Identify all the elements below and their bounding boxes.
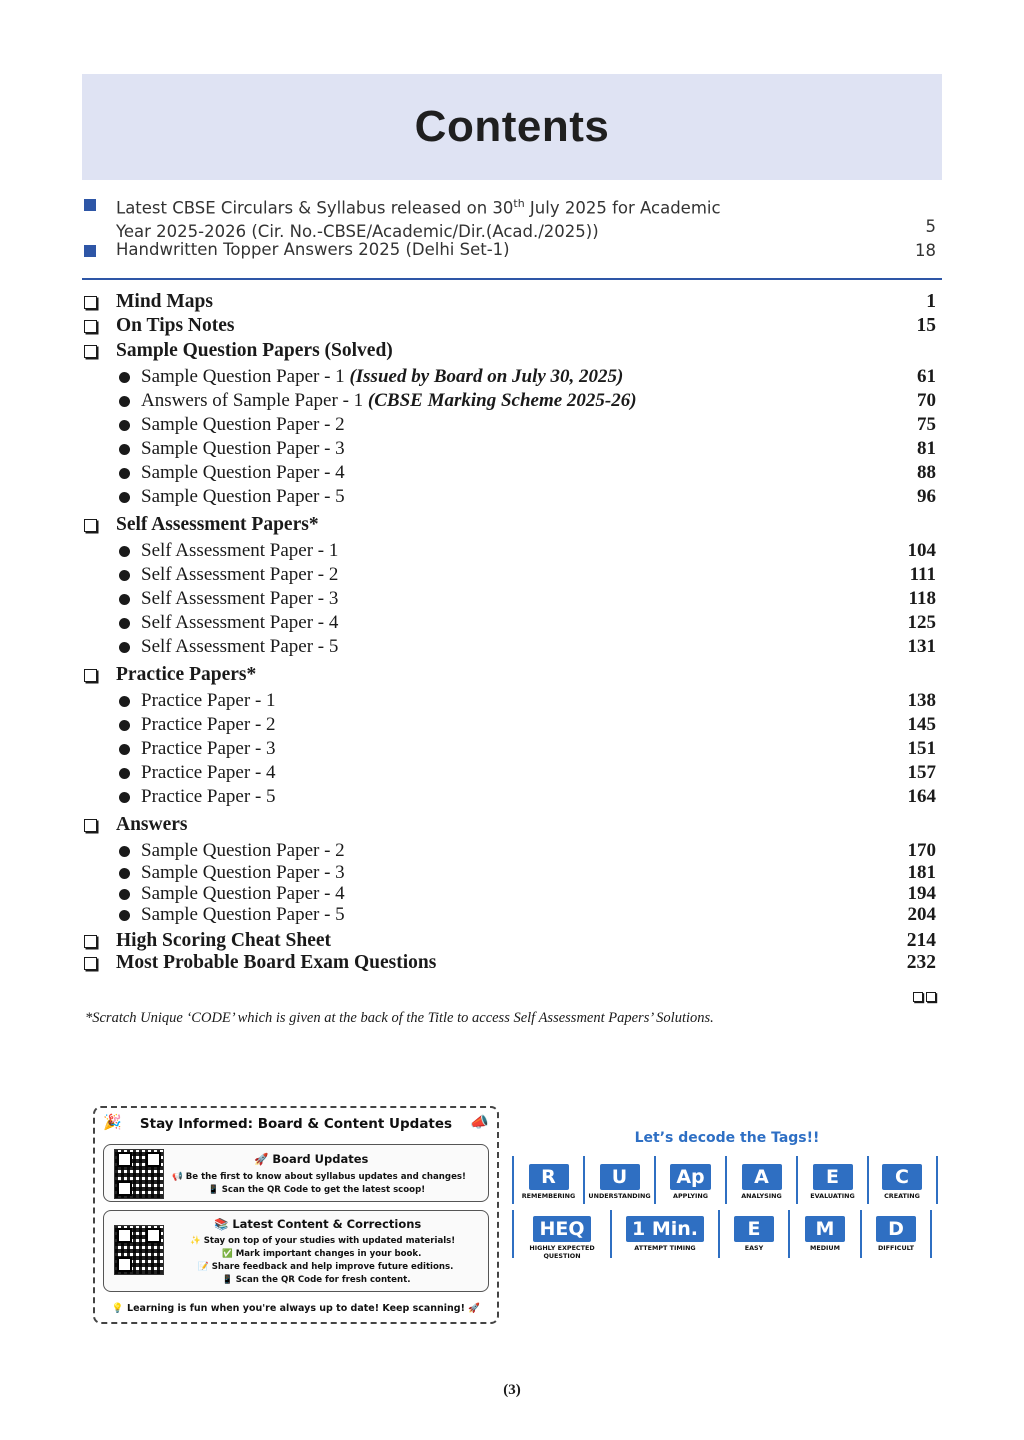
- toc-section-probable[interactable]: Most Probable Board Exam Questions 232: [82, 952, 942, 978]
- toc-item[interactable]: Sample Question Paper - 3 181: [82, 862, 942, 886]
- toc-item[interactable]: Sample Question Paper - 1 (Issued by Board on July 30, 2025) 61: [82, 366, 942, 390]
- tag-evaluating: E EVALUATING: [810, 1166, 855, 1200]
- tag-timing: 1 Min. ATTEMPT TIMING: [612, 1216, 718, 1252]
- end-marks-icon: [913, 992, 936, 1002]
- contents-banner: [82, 74, 942, 180]
- tag-heq: HEQ HIGHLY EXPECTED QUESTION: [529, 1218, 595, 1260]
- page-number: 5: [925, 217, 936, 236]
- toc-item[interactable]: Self Assessment Paper - 1 104: [82, 540, 942, 564]
- toc-item[interactable]: Sample Question Paper - 2 170: [82, 840, 942, 864]
- bullet-icon: [119, 546, 130, 557]
- bullet-icon: [119, 444, 130, 455]
- tag-difficult: D DIFFICULT: [877, 1218, 915, 1252]
- page-number: 18: [915, 241, 936, 260]
- qr-code-icon[interactable]: [114, 1149, 164, 1199]
- bullet-icon: [119, 420, 130, 431]
- toc-section-mind-maps[interactable]: Mind Maps 1: [82, 291, 942, 317]
- toc-item[interactable]: Practice Paper - 4 157: [82, 762, 942, 786]
- tag-analysing: A ANALYSING: [741, 1166, 782, 1200]
- top-item[interactable]: Handwritten Topper Answers 2025 (Delhi Set-1) 18: [82, 238, 942, 262]
- tag-remembering: R REMEMBERING: [521, 1166, 576, 1200]
- toc-section-answers[interactable]: Answers: [82, 814, 942, 840]
- board-updates-box: 🚀 Board Updates 📢 Be the first to know about syllabus updates and changes! 📱 Scan the QR Code to get the latest scoop!: [103, 1144, 489, 1202]
- lightbulb-icon: 💡: [111, 1303, 128, 1314]
- tag-applying: Ap APPLYING: [656, 1164, 725, 1200]
- bullet-icon: [119, 846, 130, 857]
- toc-item[interactable]: Practice Paper - 3 151: [82, 738, 942, 762]
- toc-item[interactable]: Sample Question Paper - 2 75: [82, 414, 942, 438]
- square-bullet-icon: [84, 199, 96, 211]
- toc-section-cheat-sheet[interactable]: High Scoring Cheat Sheet 214: [82, 930, 942, 956]
- bullet-icon: [119, 396, 130, 407]
- tags-title: Let’s decode the Tags!!: [634, 1130, 820, 1146]
- toc-item[interactable]: Sample Question Paper - 5 204: [82, 904, 942, 928]
- toc-item[interactable]: Self Assessment Paper - 5 131: [82, 636, 942, 660]
- megaphone-icon: 📣: [470, 1113, 489, 1131]
- checkbox-icon: [84, 296, 97, 309]
- checkbox-icon: [84, 669, 97, 682]
- content-corrections-box: 📚 Latest Content & Corrections ✨ Stay on top of your studies with updated materials! ✅ Mark important changes in your book. 📝 Share feedback and help improve future editions. 📱 Scan the QR Code for fresh content.: [103, 1210, 489, 1292]
- party-popper-icon: 🎉: [103, 1113, 122, 1131]
- tag-understanding: U UNDERSTANDING: [588, 1166, 651, 1200]
- bullet-icon: [119, 594, 130, 605]
- top-list: [82, 192, 942, 262]
- bullet-icon: [119, 768, 130, 779]
- megaphone-small-icon: 📢: [172, 1172, 186, 1182]
- toc-item[interactable]: Self Assessment Paper - 3 118: [82, 588, 942, 612]
- bullet-icon: [119, 492, 130, 503]
- toc-section-sap[interactable]: Self Assessment Papers*: [82, 514, 942, 540]
- toc-item[interactable]: Sample Question Paper - 4 88: [82, 462, 942, 486]
- bullet-icon: [119, 372, 130, 383]
- bullet-icon: [119, 696, 130, 707]
- toc-item[interactable]: Sample Question Paper - 4 194: [82, 883, 942, 907]
- bullet-icon: [119, 910, 130, 921]
- toc-item[interactable]: Answers of Sample Paper - 1 (CBSE Marking Scheme 2025-26) 70: [82, 390, 942, 414]
- divider: [82, 278, 942, 280]
- toc-section-pp[interactable]: Practice Papers*: [82, 664, 942, 690]
- checkbox-icon: [84, 320, 97, 333]
- tag-easy: E EASY: [720, 1216, 788, 1252]
- footnote: *Scratch Unique ‘CODE’ which is given at the back of the Title to access Self Assessment Papers’ Solutions.: [85, 1010, 714, 1026]
- phone-icon: 📱: [222, 1275, 236, 1285]
- toc-item[interactable]: Self Assessment Paper - 4 125: [82, 612, 942, 636]
- checkbox-icon: [84, 345, 97, 358]
- rocket-icon: 🚀: [254, 1152, 273, 1166]
- toc-item[interactable]: Sample Question Paper - 3 81: [82, 438, 942, 462]
- tag-medium: M MEDIUM: [790, 1216, 860, 1252]
- memo-icon: 📝: [198, 1262, 212, 1272]
- updates-card: 🎉 Stay Informed: Board & Content Updates 📣 🚀 Board Updates 📢 Be the first to know about syllabus updates and changes! 📱 Scan the QR Code to get the latest scoop! 📚 Latest Content & Corrections ✨ Stay on top of your studies with updated materials! ✅ Mark important changes in your book. 📝 Share feedback and help improve future editions. 📱 Scan the QR Code for fresh content. 💡 Learning is fun when you're always up to date! Keep scanning! 🚀: [93, 1106, 499, 1324]
- bullet-icon: [119, 642, 130, 653]
- toc-item[interactable]: Practice Paper - 2 145: [82, 714, 942, 738]
- checkbox-icon: [84, 819, 97, 832]
- page-number-footer: (3): [503, 1382, 521, 1398]
- bullet-icon: [119, 618, 130, 629]
- updates-card-title: Stay Informed: Board & Content Updates: [139, 1116, 453, 1132]
- toc-item[interactable]: Self Assessment Paper - 2 111: [82, 564, 942, 588]
- square-bullet-icon: [84, 245, 96, 257]
- bullet-icon: [119, 570, 130, 581]
- check-icon: ✅: [222, 1249, 236, 1259]
- bullet-icon: [119, 792, 130, 803]
- checkbox-icon: [84, 957, 97, 970]
- books-icon: 📚: [214, 1217, 233, 1231]
- phone-icon: 📱: [208, 1185, 222, 1195]
- toc-section-sqp[interactable]: Sample Question Papers (Solved): [82, 340, 942, 366]
- checkbox-icon: [84, 935, 97, 948]
- bullet-icon: [119, 468, 130, 479]
- bullet-icon: [119, 744, 130, 755]
- checkbox-icon: [84, 519, 97, 532]
- top-item[interactable]: Latest CBSE Circulars & Syllabus released on 30th July 2025 for Academic Year 2025-2026 (Cir. No.-CBSE/Academic/Dir.(Acad./2025)) 5: [82, 192, 942, 238]
- page-title: Contents: [414, 102, 610, 151]
- qr-code-icon[interactable]: [114, 1225, 164, 1275]
- toc-section-tips[interactable]: On Tips Notes 15: [82, 315, 942, 341]
- sparkle-icon: ✨: [190, 1236, 204, 1246]
- tag-creating: C CREATING: [868, 1164, 936, 1200]
- toc-item[interactable]: Practice Paper - 1 138: [82, 690, 942, 714]
- bullet-icon: [119, 889, 130, 900]
- bullet-icon: [119, 720, 130, 731]
- toc-item[interactable]: Sample Question Paper - 5 96: [82, 486, 942, 510]
- toc-item[interactable]: Practice Paper - 5 164: [82, 786, 942, 810]
- rocket-icon: 🚀: [464, 1303, 481, 1314]
- bullet-icon: [119, 868, 130, 879]
